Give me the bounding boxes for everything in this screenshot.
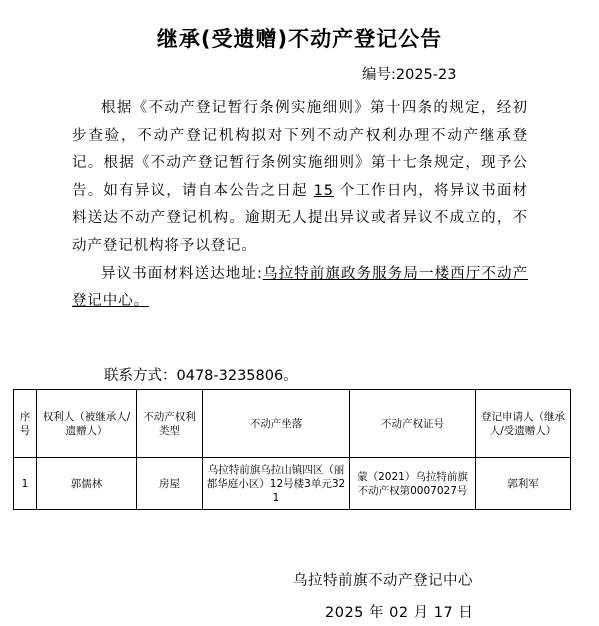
address-paragraph bbox=[72, 261, 528, 316]
document-serial-number: 编号:2025-23 bbox=[362, 67, 457, 83]
header-applicant: 登记申请人（继承人/受遗赠人） bbox=[476, 390, 571, 458]
contact-info: 联系方式：0478-3235806。 bbox=[104, 368, 298, 384]
header-right-type: 不动产权利类型 bbox=[137, 390, 203, 458]
issuing-organization: 乌拉特前旗不动产登记中心 bbox=[293, 573, 473, 589]
cell-applicant: 郭利军 bbox=[476, 458, 571, 510]
objection-days: 15 bbox=[313, 182, 334, 199]
header-no: 序号 bbox=[14, 390, 37, 458]
header-location: 不动产坐落 bbox=[203, 390, 350, 458]
cell-right-type: 房屋 bbox=[137, 458, 203, 510]
cell-cert-no: 蒙（2021）乌拉特前旗不动产权第0007027号 bbox=[350, 458, 476, 510]
announcement-paragraph bbox=[72, 95, 528, 261]
announcement-body bbox=[72, 95, 528, 316]
cell-location: 乌拉特前旗乌拉山镇四区（丽都华庭小区）12号楼3单元321 bbox=[203, 458, 350, 510]
header-right-holder: 权利人（被继承人/遗赠人） bbox=[37, 390, 137, 458]
cell-no: 1 bbox=[14, 458, 37, 510]
document-title: 继承(受遗赠)不动产登记公告 bbox=[156, 27, 443, 51]
address-value: 乌拉特前旗政务服务局一楼西厅不动产登记中心。 bbox=[72, 265, 528, 310]
table-row bbox=[14, 458, 571, 510]
table-header-row bbox=[14, 390, 571, 458]
paragraph-text-b: 个工作日内，将异议书面材料送达不动产登记机构。逾期无人提出异议或者异议不成立的，不动产登记机构将予以登记。 bbox=[72, 182, 529, 254]
cell-right-holder: 郭儒林 bbox=[37, 458, 137, 510]
property-table bbox=[13, 389, 571, 510]
address-label: 异议书面材料送达地址: bbox=[101, 265, 263, 282]
issue-date: 2025 年 02 月 17 日 bbox=[325, 605, 474, 621]
paragraph-text-a: 根据《不动产登记暂行条例实施细则》第十四条的规定，经初步查验，不动产登记机构拟对下列不动产权利办理不动产继承登记。根据《不动产登记暂行条例实施细则》第十七条规定，现予公告。如有异议，请自本公告之日起 bbox=[72, 100, 528, 199]
header-cert-no: 不动产权证号 bbox=[350, 390, 476, 458]
